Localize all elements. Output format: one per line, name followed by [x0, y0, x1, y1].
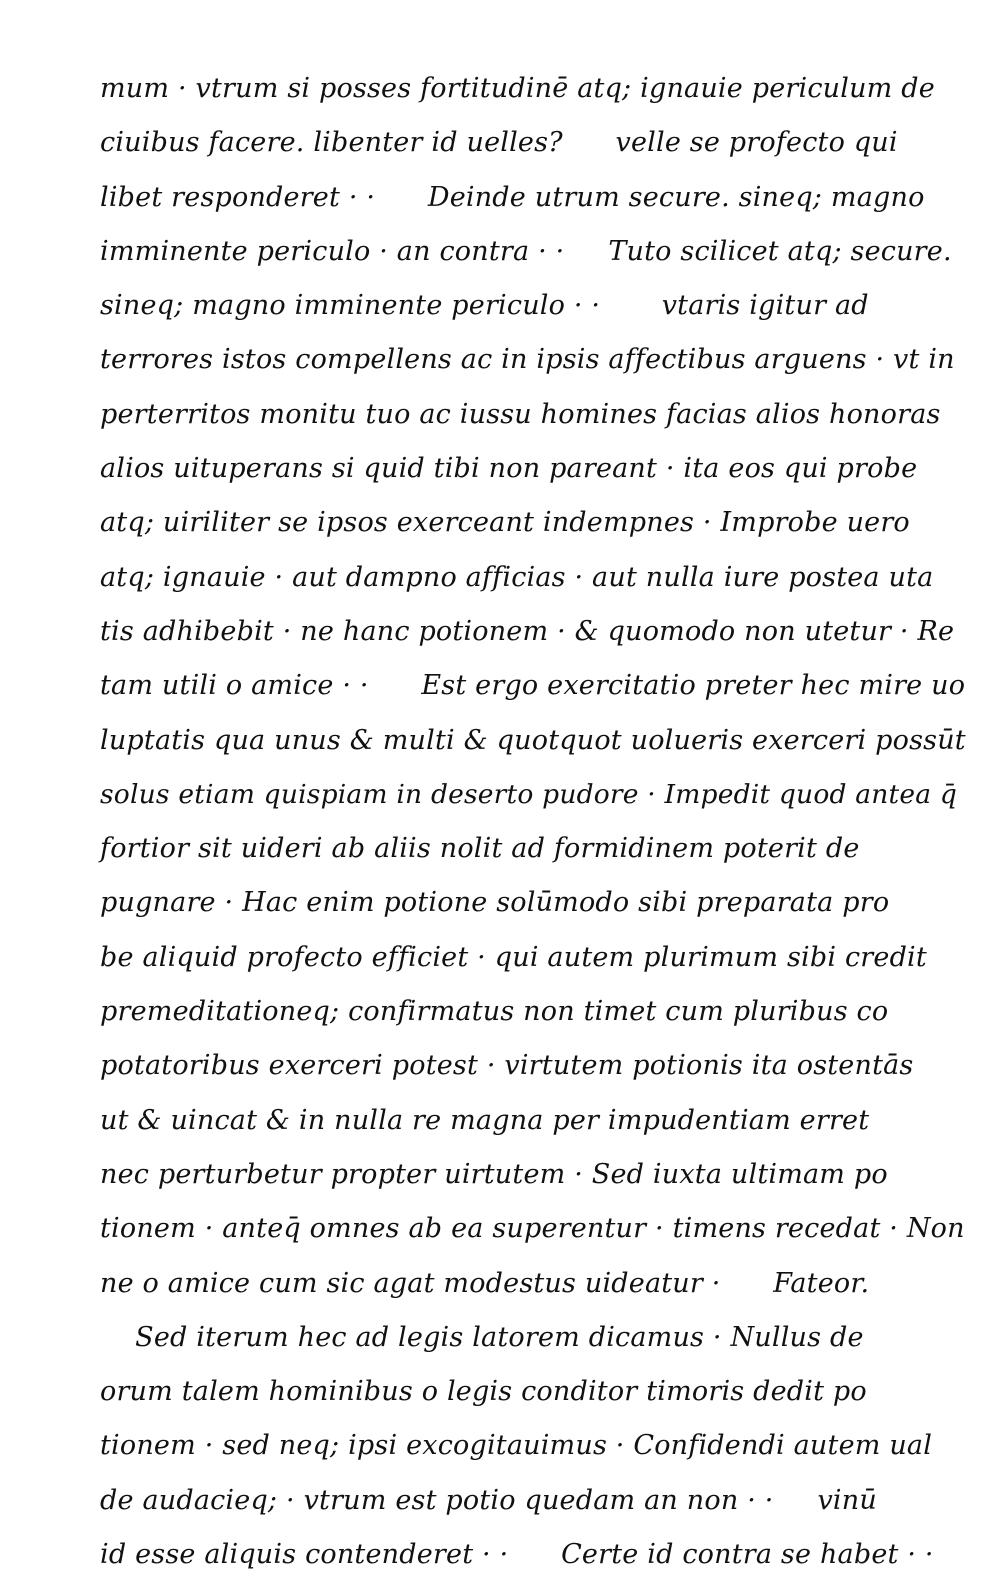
manuscript-line-14: solus etiam quispiam in deserto pudore · Impedit quod antea q̄: [100, 778, 958, 810]
manuscript-line-2: ciuibus facere. libenter id uelles? velle se profecto qui: [100, 127, 898, 159]
manuscript-line-16: pugnare · Hac enim potione solūmodo sibi preparata pro: [100, 887, 890, 919]
manuscript-line-7: perterritos monitu tuo ac iussu homines facias alios honoras: [100, 398, 941, 430]
manuscript-line-11: tis adhibebit · ne hanc potionem · & quomodo non utetur · Re: [100, 615, 955, 647]
manuscript-line-25: orum talem hominibus o legis conditor timoris dedit po: [100, 1376, 867, 1408]
manuscript-line-17: be aliquid profecto efficiet · qui autem plurimum sibi credit: [100, 941, 927, 973]
manuscript-line-10: atq; ignauie · aut dampno afficias · aut nulla iure postea uta: [100, 561, 934, 593]
manuscript-line-15: fortior sit uideri ab aliis nolit ad formidinem poterit de: [100, 833, 860, 865]
manuscript-line-4: imminente periculo · an contra · · Tuto scilicet atq; secure.: [100, 235, 952, 267]
manuscript-line-19: potatoribus exerceri potest · virtutem potionis ita ostentās: [100, 1050, 914, 1082]
manuscript-line-1: mum · vtrum si posses fortitudinē atq; ignauie periculum de: [100, 73, 935, 104]
manuscript-line-27: de audacieq; · vtrum est potio quedam an non · · vinū: [100, 1484, 877, 1516]
manuscript-line-28: id esse aliquis contenderet · · Certe id contra se habet · ·: [100, 1539, 934, 1571]
manuscript-line-23: ne o amice cum sic agat modestus uideatur · Fateor.: [100, 1267, 870, 1299]
manuscript-line-12: tam utili o amice · · Est ergo exercitatio preter hec mire uo: [100, 670, 966, 702]
manuscript-line-24: Sed iterum hec ad legis latorem dicamus · Nullus de: [100, 1321, 864, 1353]
manuscript-line-5: sineq; magno imminente periculo · · vtaris igitur ad: [100, 290, 869, 322]
manuscript-line-8: alios uituperans si quid tibi non pareant · ita eos qui probe: [100, 453, 918, 485]
manuscript-line-20: ut & uincat & in nulla re magna per impudentiam erret: [100, 1104, 870, 1136]
manuscript-line-26: tionem · sed neq; ipsi excogitauimus · Confidendi autem ual: [100, 1430, 933, 1462]
manuscript-line-21: nec perturbetur propter uirtutem · Sed iuxta ultimam po: [100, 1158, 888, 1190]
manuscript-line-6: terrores istos compellens ac in ipsis affectibus arguens · vt in: [100, 344, 955, 376]
manuscript-line-3: libet responderet · · Deinde utrum secure. sineq; magno: [100, 181, 925, 213]
manuscript-line-18: premeditationeq; confirmatus non timet cum pluribus co: [100, 996, 889, 1028]
manuscript-text: [100, 62, 970, 1582]
manuscript-line-9: atq; uiriliter se ipsos exerceant indempnes · Improbe uero: [100, 507, 910, 539]
manuscript-line-13: luptatis qua unus & multi & quotquot uolueris exerceri possūt: [100, 724, 966, 756]
manuscript-line-22: tionem · anteq̄ omnes ab ea superentur · timens recedat · Non: [100, 1213, 965, 1245]
